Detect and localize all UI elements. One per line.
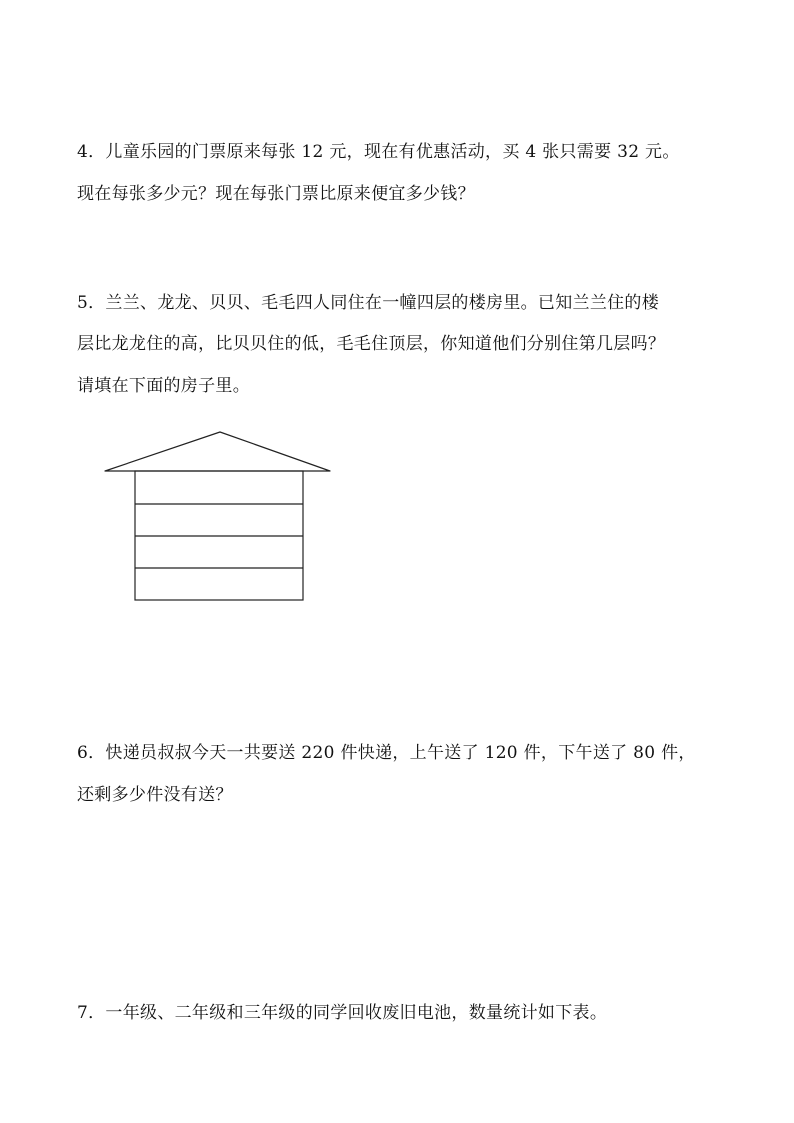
house-roof [105, 432, 330, 471]
question-6-line-1: 6．快递员叔叔今天一共要送 220 件快递，上午送了 120 件，下午送了 80 件， [77, 743, 696, 763]
house-figure [100, 426, 340, 608]
question-4-line-1: 4．儿童乐园的门票原来每张 12 元，现在有优惠活动，买 4 张只需要 32 元。 [77, 142, 680, 162]
question-5-line-1: 5．兰兰、龙龙、贝贝、毛毛四人同住在一幢四层的楼房里。已知兰兰住的楼 [77, 293, 660, 313]
question-4-line-2: 现在每张多少元？现在每张门票比原来便宜多少钱？ [77, 184, 475, 204]
question-6-line-2: 还剩多少件没有送？ [77, 785, 233, 805]
question-5-line-3: 请填在下面的房子里。 [77, 376, 250, 396]
question-7-line-1: 7．一年级、二年级和三年级的同学回收废旧电池，数量统计如下表。 [77, 1003, 608, 1023]
question-5-line-2: 层比龙龙住的高，比贝贝住的低，毛毛住顶层，你知道他们分别住第几层吗？ [77, 334, 666, 354]
